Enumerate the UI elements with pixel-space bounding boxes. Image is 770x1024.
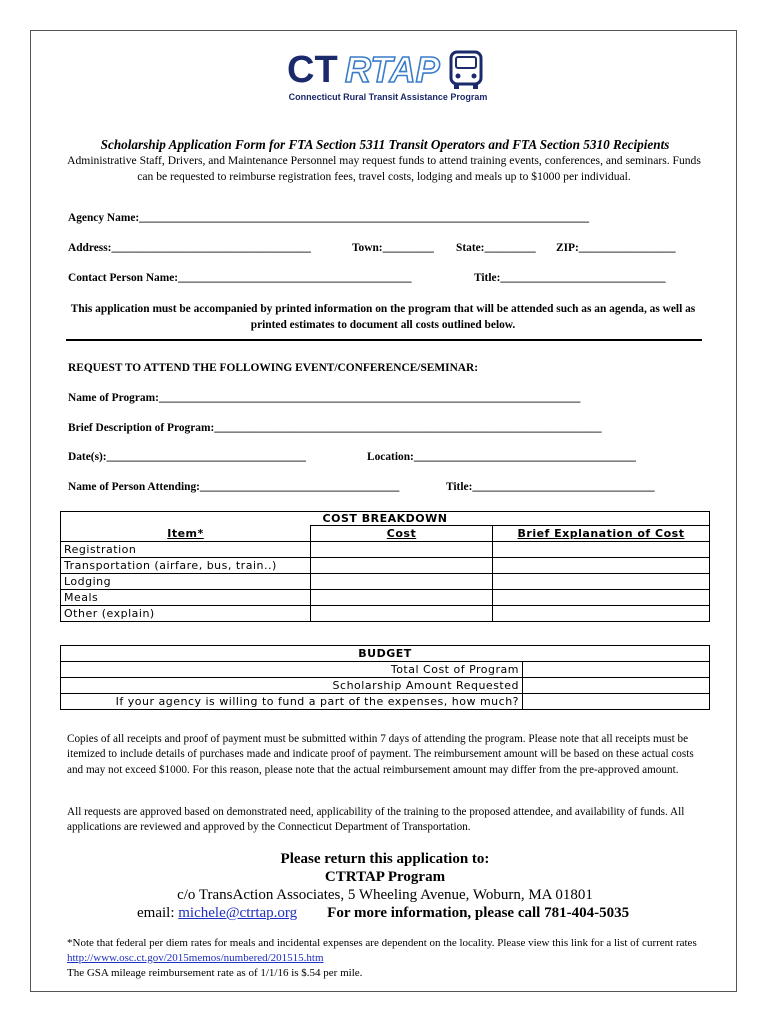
state-field[interactable]: State:_________	[456, 242, 536, 254]
budget-title: BUDGET	[61, 646, 710, 662]
explanation-column-header: Brief Explanation of Cost	[493, 526, 710, 542]
attendee-name-field[interactable]: Name of Person Attending:___________________________________	[68, 481, 400, 493]
email-link[interactable]: michele@ctrtap.org	[178, 905, 298, 921]
budget-row-label: Scholarship Amount Requested	[61, 678, 523, 694]
explanation-cell[interactable]	[493, 590, 710, 606]
contact-title-field[interactable]: Title:_____________________________	[474, 272, 666, 284]
logo-subtitle: Connecticut Rural Transit Assistance Program	[288, 92, 488, 102]
table-row	[61, 678, 710, 694]
budget-table	[60, 645, 710, 710]
explanation-cell[interactable]	[493, 542, 710, 558]
approval-paragraph: All requests are approved based on demonstrated need, applicability of the training to the proposed attendee, and availability of funds. All applications are reviewed and approved by the Connecticut Department of Transportation.	[67, 806, 685, 834]
cost-cell[interactable]	[311, 574, 493, 590]
table-row	[61, 590, 710, 606]
footnote-text: *Note that federal per diem rates for meals and incidental expenses are dependent on the locality. Please view this link for a list of current rates	[67, 937, 697, 949]
cost-cell[interactable]	[311, 558, 493, 574]
logo-ct-text: CT	[287, 49, 338, 91]
mailing-address: c/o TransAction Associates, 5 Wheeling Avenue, Woburn, MA 01801	[177, 887, 593, 903]
return-heading: Please return this application to:	[280, 851, 490, 867]
table-row	[61, 694, 710, 710]
cost-breakdown-table	[60, 511, 710, 622]
item-label: Registration	[61, 542, 311, 558]
dates-field[interactable]: Date(s):___________________________________	[68, 451, 306, 463]
ctrtap-logo	[283, 46, 493, 106]
contact-person-field[interactable]: Contact Person Name:_________________________________________	[68, 272, 412, 284]
form-title: Scholarship Application Form for FTA Section 5311 Transit Operators and FTA Section 5310 Recipients	[100, 137, 670, 152]
logo-rtap-text: RTAP	[345, 49, 440, 90]
contact-line	[137, 904, 657, 922]
agency-name-field[interactable]: Agency Name:_______________________________________________________________________________	[68, 212, 590, 224]
table-row	[61, 574, 710, 590]
section-divider	[66, 339, 702, 341]
zip-field[interactable]: ZIP:_________________	[556, 242, 676, 254]
table-row	[61, 662, 710, 678]
form-intro: Administrative Staff, Drivers, and Maintenance Personnel may request funds to attend training events, conferences, and seminars. Funds can be requested to reimburse registration fees, travel costs, lodging and meals up to $1000 per individual.	[67, 154, 701, 183]
cost-cell[interactable]	[311, 590, 493, 606]
per-diem-rates-link[interactable]: http://www.osc.ct.gov/2015memos/numbered/201515.htm	[67, 952, 324, 964]
program-name: CTRTAP Program	[324, 869, 446, 885]
explanation-cell[interactable]	[493, 558, 710, 574]
item-label: Transportation (airfare, bus, train..)	[61, 558, 311, 574]
table-row	[61, 558, 710, 574]
budget-value-cell[interactable]	[523, 694, 710, 710]
budget-value-cell[interactable]	[523, 662, 710, 678]
explanation-cell[interactable]	[493, 574, 710, 590]
email-label: email:	[137, 905, 179, 921]
phone-info: For more information, please call 781-404-5035	[327, 905, 630, 921]
request-heading: REQUEST TO ATTEND THE FOLLOWING EVENT/CONFERENCE/SEMINAR:	[68, 362, 479, 374]
per-diem-footnote	[67, 936, 707, 981]
budget-row-label: If your agency is willing to fund a part of the expenses, how much?	[61, 694, 523, 710]
table-row	[61, 606, 710, 622]
attendee-title-field[interactable]: Title:________________________________	[446, 481, 655, 493]
explanation-cell[interactable]	[493, 606, 710, 622]
program-description-field[interactable]: Brief Description of Program:____________________________________________________________________	[68, 422, 602, 434]
cost-breakdown-title: COST BREAKDOWN	[61, 512, 710, 526]
cost-column-header: Cost	[311, 526, 493, 542]
bus-icon	[451, 52, 481, 89]
item-label: Meals	[61, 590, 311, 606]
cost-cell[interactable]	[311, 542, 493, 558]
item-column-header: Item*	[61, 526, 311, 542]
cost-cell[interactable]	[311, 606, 493, 622]
item-label: Lodging	[61, 574, 311, 590]
item-label: Other (explain)	[61, 606, 311, 622]
location-field[interactable]: Location:_______________________________________	[367, 451, 636, 463]
budget-row-label: Total Cost of Program	[61, 662, 523, 678]
town-field[interactable]: Town:_________	[352, 242, 434, 254]
table-row	[61, 542, 710, 558]
budget-value-cell[interactable]	[523, 678, 710, 694]
attachment-notice: This application must be accompanied by printed information on the program that will be attended such as an agenda, as well as printed estimates to document all costs outlined below.	[70, 303, 696, 331]
receipts-paragraph: Copies of all receipts and proof of payment must be submitted within 7 days of attending the program. Please note that all receipts must be itemized to include details of purchases made and indicate proof of payment. The reimbursement amount will be based on these actual costs and may not exceed $1000. For this reason, please note that the actual reimbursement amount may differ from the pre-approved amount.	[67, 733, 694, 776]
address-field[interactable]: Address:___________________________________	[68, 242, 311, 254]
program-name-field[interactable]: Name of Program:__________________________________________________________________________	[68, 392, 581, 404]
mileage-rate-text: The GSA mileage reimbursement rate as of 1/1/16 is $.54 per mile.	[67, 967, 363, 979]
